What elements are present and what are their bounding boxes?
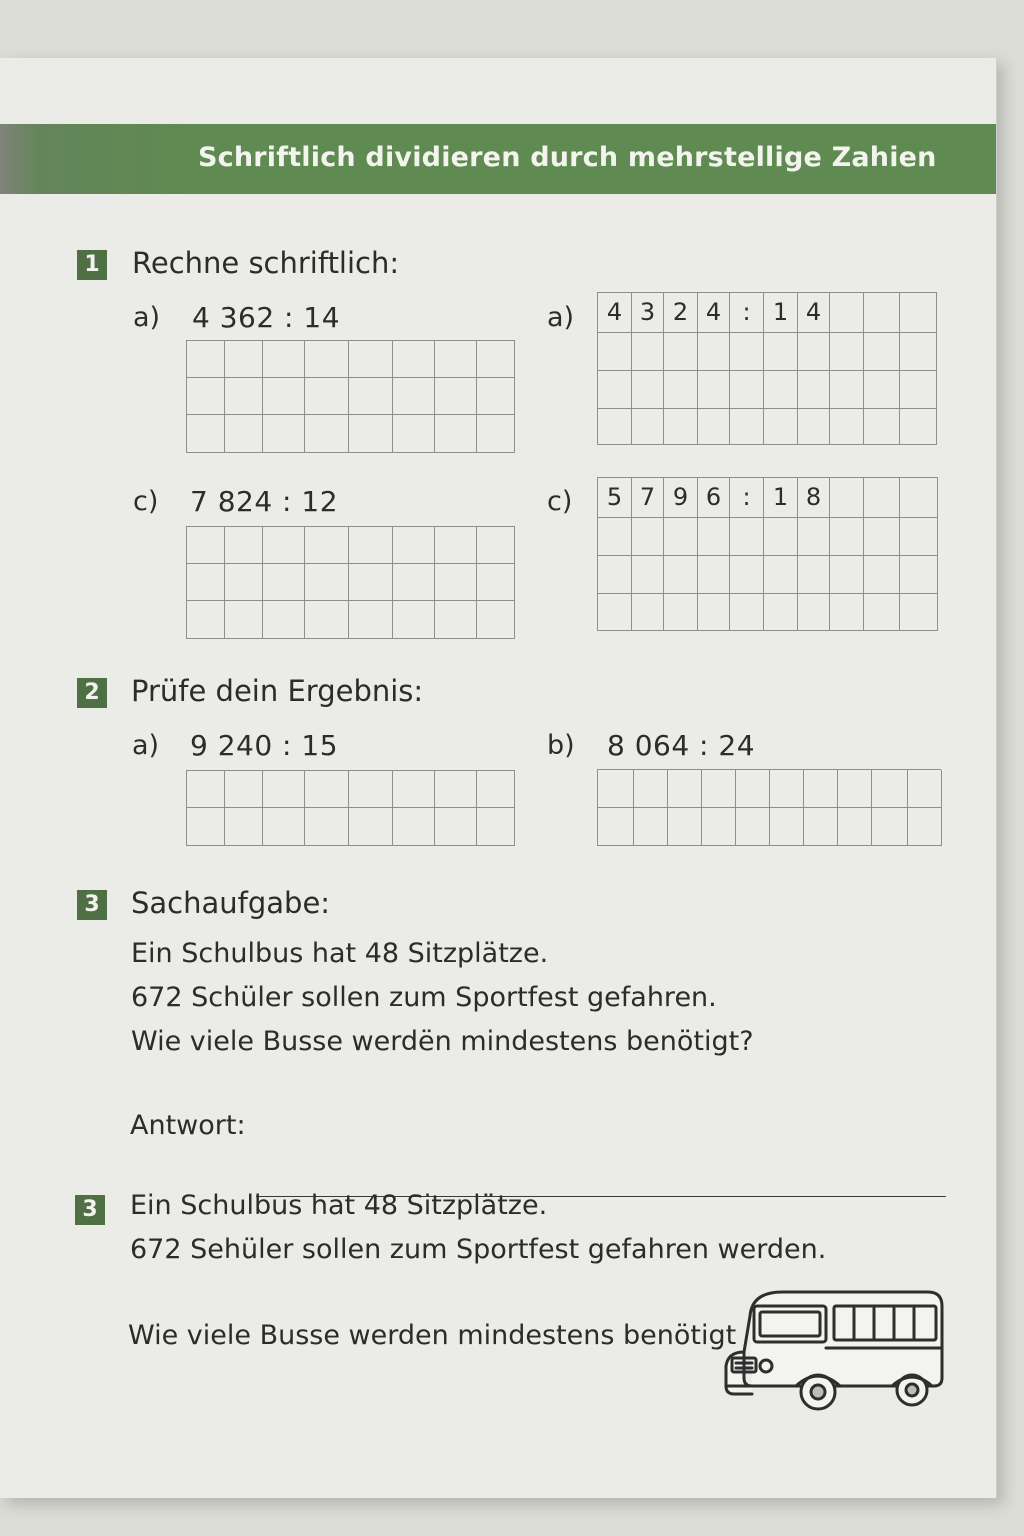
grid-cell[interactable]	[864, 409, 900, 445]
grid-cell[interactable]	[393, 808, 435, 846]
grid-cell[interactable]	[225, 415, 263, 453]
grid-cell[interactable]	[830, 409, 864, 445]
calculation-grid[interactable]	[186, 526, 515, 639]
grid-cell[interactable]	[305, 378, 349, 415]
grid-cell[interactable]	[393, 341, 435, 378]
grid-cell[interactable]	[770, 770, 804, 808]
grid-cell[interactable]	[764, 409, 798, 445]
grid-cell[interactable]	[730, 333, 764, 371]
grid-cell[interactable]	[393, 527, 435, 564]
grid-cell[interactable]	[798, 333, 830, 371]
calculation-grid[interactable]	[186, 340, 515, 453]
grid-cell[interactable]	[598, 371, 632, 409]
grid-cell[interactable]	[804, 770, 838, 808]
page-title: Schriftlich dividieren durch mehrstellige Zahien	[198, 142, 937, 173]
grid-cell[interactable]	[263, 601, 305, 639]
grid-cell[interactable]	[908, 770, 942, 808]
grid-cell[interactable]	[263, 564, 305, 601]
grid-cell[interactable]	[900, 293, 937, 333]
grid-cell[interactable]: 4	[798, 293, 830, 333]
grid-cell[interactable]	[477, 771, 515, 808]
grid-cell[interactable]	[225, 564, 263, 601]
grid-cell[interactable]	[393, 771, 435, 808]
grid-cell[interactable]	[702, 770, 736, 808]
grid-cell[interactable]	[393, 378, 435, 415]
grid-cell[interactable]	[900, 556, 938, 594]
grid-cell[interactable]	[664, 371, 698, 409]
answer-label: Antwort:	[130, 1110, 246, 1141]
grid-cell[interactable]	[632, 556, 664, 594]
grid-cell[interactable]: 8	[798, 478, 830, 518]
grid-cell[interactable]	[598, 409, 632, 445]
grid-cell[interactable]	[225, 527, 263, 564]
division-task: 7 824 : 12	[190, 485, 339, 518]
grid-cell[interactable]	[225, 378, 263, 415]
task-heading: Prüfe dein Ergebnis:	[131, 674, 424, 708]
grid-cell[interactable]	[263, 415, 305, 453]
grid-cell[interactable]	[225, 601, 263, 639]
grid-cell[interactable]	[632, 409, 664, 445]
item-label: b)	[547, 730, 575, 761]
grid-cell[interactable]	[349, 601, 393, 639]
grid-cell[interactable]	[187, 601, 225, 639]
grid-cell[interactable]	[349, 808, 393, 846]
grid-cell[interactable]	[764, 556, 798, 594]
grid-cell[interactable]	[798, 594, 830, 631]
grid-cell[interactable]	[263, 341, 305, 378]
grid-cell[interactable]	[435, 564, 477, 601]
grid-cell[interactable]	[804, 808, 838, 846]
grid-cell[interactable]	[872, 770, 908, 808]
grid-cell[interactable]	[872, 808, 908, 846]
grid-cell[interactable]	[477, 808, 515, 846]
grid-cell[interactable]	[838, 770, 872, 808]
grid-cell[interactable]	[864, 333, 900, 371]
grid-cell[interactable]: 2	[664, 293, 698, 333]
grid-cell[interactable]	[864, 594, 900, 631]
grid-cell[interactable]	[305, 808, 349, 846]
grid-cell[interactable]	[830, 594, 864, 631]
grid-cell[interactable]	[830, 293, 864, 333]
grid-cell[interactable]	[830, 371, 864, 409]
grid-cell[interactable]	[900, 518, 938, 556]
grid-cell[interactable]	[798, 556, 830, 594]
grid-cell[interactable]	[864, 518, 900, 556]
grid-cell[interactable]: 7	[632, 478, 664, 518]
grid-cell[interactable]	[864, 478, 900, 518]
division-task: 4 362 : 14	[192, 301, 341, 334]
grid-cell[interactable]	[864, 371, 900, 409]
grid-cell[interactable]	[477, 341, 515, 378]
task-number-badge: 1	[77, 250, 107, 280]
grid-cell[interactable]	[664, 556, 698, 594]
grid-cell[interactable]	[730, 371, 764, 409]
grid-cell[interactable]	[187, 341, 225, 378]
grid-cell[interactable]	[349, 378, 393, 415]
grid-cell[interactable]: 9	[664, 478, 698, 518]
word-problem-line: Ein Schulbus hat 48 Sitzplätze.	[131, 938, 549, 969]
task-heading: Rechne schriftlich:	[132, 246, 400, 280]
check-grid[interactable]	[186, 770, 515, 846]
grid-cell[interactable]	[730, 518, 764, 556]
grid-cell[interactable]	[664, 594, 698, 631]
calculation-grid[interactable]	[597, 477, 938, 631]
grid-cell[interactable]	[798, 371, 830, 409]
task-number-badge: 2	[77, 678, 107, 708]
grid-cell[interactable]	[349, 415, 393, 453]
grid-cell[interactable]	[598, 594, 632, 631]
grid-cell[interactable]	[736, 808, 770, 846]
word-problem-line: 672 Schüler sollen zum Sportfest gefahren.	[131, 982, 717, 1013]
word-problem-line: Wie viele Busse werden mindestens benötigt	[128, 1320, 737, 1351]
word-problem-line: 672 Sehüler sollen zum Sportfest gefahren werden.	[130, 1234, 827, 1265]
grid-cell[interactable]	[864, 293, 900, 333]
grid-cell[interactable]	[305, 527, 349, 564]
grid-cell[interactable]	[263, 378, 305, 415]
grid-cell[interactable]	[634, 808, 668, 846]
grid-cell[interactable]	[736, 770, 770, 808]
grid-cell[interactable]	[305, 341, 349, 378]
task-number-badge: 3	[75, 1195, 105, 1225]
title-banner	[0, 124, 996, 194]
grid-cell[interactable]	[393, 564, 435, 601]
grid-cell[interactable]	[698, 518, 730, 556]
check-grid[interactable]	[597, 769, 941, 846]
grid-cell[interactable]	[598, 770, 634, 808]
grid-cell[interactable]	[900, 478, 938, 518]
grid-cell[interactable]	[187, 378, 225, 415]
division-task: 8 064 : 24	[607, 729, 756, 762]
grid-cell[interactable]	[598, 808, 634, 846]
grid-cell[interactable]: :	[730, 293, 764, 333]
grid-cell[interactable]	[830, 556, 864, 594]
grid-cell[interactable]	[900, 594, 938, 631]
grid-cell[interactable]	[632, 518, 664, 556]
grid-cell[interactable]	[349, 771, 393, 808]
grid-cell[interactable]	[598, 333, 632, 371]
grid-cell[interactable]	[263, 527, 305, 564]
grid-cell[interactable]	[830, 333, 864, 371]
grid-cell[interactable]	[393, 415, 435, 453]
grid-cell[interactable]	[668, 770, 702, 808]
item-label: a)	[132, 730, 160, 761]
grid-cell[interactable]: 6	[698, 478, 730, 518]
grid-cell[interactable]	[632, 594, 664, 631]
item-label: c)	[547, 486, 573, 517]
grid-cell[interactable]	[664, 518, 698, 556]
grid-cell[interactable]: 4	[698, 293, 730, 333]
grid-cell[interactable]	[668, 808, 702, 846]
grid-cell[interactable]	[225, 808, 263, 846]
grid-cell[interactable]	[702, 808, 736, 846]
item-label: a)	[133, 302, 161, 333]
grid-cell[interactable]	[830, 518, 864, 556]
grid-cell[interactable]	[900, 333, 937, 371]
grid-cell[interactable]	[435, 415, 477, 453]
grid-cell[interactable]: 1	[764, 478, 798, 518]
grid-cell[interactable]	[435, 378, 477, 415]
item-label: a)	[547, 302, 575, 333]
grid-cell[interactable]	[305, 771, 349, 808]
grid-cell[interactable]	[477, 415, 515, 453]
grid-cell[interactable]	[598, 518, 632, 556]
grid-cell[interactable]	[477, 601, 515, 639]
grid-cell[interactable]	[900, 409, 937, 445]
grid-cell[interactable]	[225, 771, 263, 808]
grid-cell[interactable]	[349, 527, 393, 564]
grid-cell[interactable]	[187, 808, 225, 846]
grid-cell[interactable]	[730, 594, 764, 631]
grid-cell[interactable]	[187, 771, 225, 808]
grid-cell[interactable]	[187, 564, 225, 601]
grid-cell[interactable]	[632, 333, 664, 371]
grid-cell[interactable]	[798, 409, 830, 445]
word-problem-line: Ein Schulbus hat 48 Sitzplätze.	[130, 1190, 548, 1221]
item-label: c)	[133, 486, 159, 517]
grid-cell[interactable]	[864, 556, 900, 594]
task-number-badge: 3	[77, 890, 107, 920]
grid-cell[interactable]: 4	[598, 293, 632, 333]
grid-cell[interactable]	[263, 808, 305, 846]
grid-cell[interactable]	[698, 594, 730, 631]
worksheet-page	[0, 58, 997, 1498]
grid-cell[interactable]	[187, 527, 225, 564]
grid-cell[interactable]	[908, 808, 942, 846]
grid-cell[interactable]	[305, 564, 349, 601]
grid-cell[interactable]	[730, 556, 764, 594]
grid-cell[interactable]	[698, 333, 730, 371]
grid-cell[interactable]	[664, 333, 698, 371]
grid-cell[interactable]	[477, 378, 515, 415]
grid-cell[interactable]	[305, 415, 349, 453]
grid-cell[interactable]	[349, 564, 393, 601]
division-task: 9 240 : 15	[190, 729, 339, 762]
grid-cell[interactable]	[798, 518, 830, 556]
grid-cell[interactable]: :	[730, 478, 764, 518]
grid-cell[interactable]	[435, 808, 477, 846]
grid-cell[interactable]	[263, 771, 305, 808]
grid-cell[interactable]	[477, 564, 515, 601]
grid-cell[interactable]: 1	[764, 293, 798, 333]
grid-cell[interactable]	[393, 601, 435, 639]
grid-cell[interactable]: 3	[632, 293, 664, 333]
grid-cell[interactable]	[225, 341, 263, 378]
grid-cell[interactable]	[764, 371, 798, 409]
grid-cell[interactable]	[305, 601, 349, 639]
grid-cell[interactable]	[187, 415, 225, 453]
task-heading: Sachaufgabe:	[131, 886, 331, 920]
grid-cell[interactable]	[698, 409, 730, 445]
grid-cell[interactable]	[830, 478, 864, 518]
grid-cell[interactable]: 5	[598, 478, 632, 518]
grid-cell[interactable]	[632, 371, 664, 409]
grid-cell[interactable]	[477, 527, 515, 564]
grid-cell[interactable]	[435, 601, 477, 639]
grid-cell[interactable]	[764, 518, 798, 556]
grid-cell[interactable]	[698, 371, 730, 409]
grid-cell[interactable]	[435, 771, 477, 808]
grid-cell[interactable]	[598, 556, 632, 594]
grid-cell[interactable]	[838, 808, 872, 846]
grid-cell[interactable]	[664, 409, 698, 445]
bus-icon	[722, 1286, 950, 1418]
grid-cell[interactable]	[698, 556, 730, 594]
grid-cell[interactable]	[764, 333, 798, 371]
calculation-grid[interactable]	[597, 292, 937, 445]
grid-cell[interactable]	[435, 527, 477, 564]
word-problem-line: Wie viele Busse werdën mindestens benötigt?	[131, 1026, 754, 1057]
grid-cell[interactable]	[634, 770, 668, 808]
grid-cell[interactable]	[770, 808, 804, 846]
grid-cell[interactable]	[730, 409, 764, 445]
grid-cell[interactable]	[349, 341, 393, 378]
grid-cell[interactable]	[900, 371, 937, 409]
grid-cell[interactable]	[764, 594, 798, 631]
grid-cell[interactable]	[435, 341, 477, 378]
